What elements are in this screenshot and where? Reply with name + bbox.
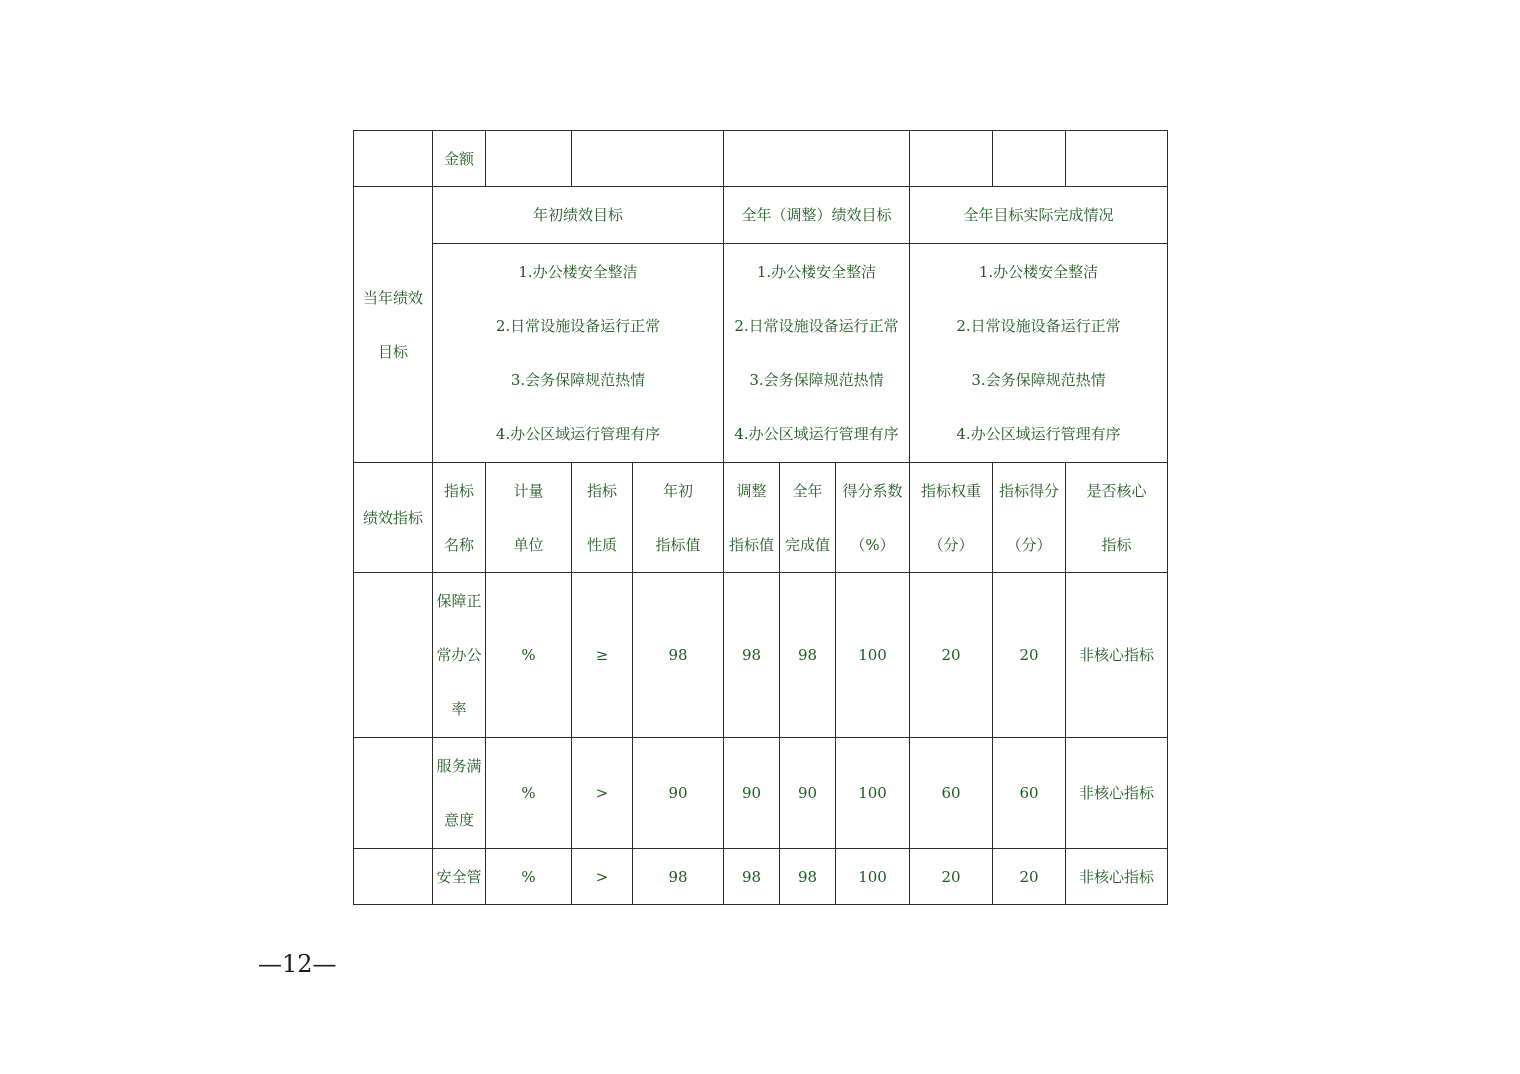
amount-cell: [1066, 131, 1168, 187]
amount-cell: [572, 131, 724, 187]
goals-initial-list: [433, 244, 724, 463]
name-line: 服务满: [436, 757, 482, 775]
header-weight: [910, 463, 993, 573]
header-unit: [486, 463, 572, 573]
name-line: 率: [451, 700, 467, 718]
goal-item: 2.日常设施设备运行正常: [495, 317, 661, 335]
cell-weight: 20: [910, 849, 993, 905]
cell-score: 20: [993, 849, 1066, 905]
header-line: 指标: [443, 481, 474, 500]
cell-name: [433, 738, 486, 849]
header-line: 调整: [736, 481, 767, 500]
cell-score: 20: [993, 573, 1066, 738]
row-label-blank: [354, 849, 433, 905]
header-initial: [633, 463, 724, 573]
cell-completed: 98: [780, 573, 836, 738]
header-line: 是否核心: [1086, 481, 1147, 500]
goals-row-label-line: 当年绩效: [362, 288, 423, 307]
header-line: 年初: [662, 481, 693, 500]
cell-name: [433, 573, 486, 738]
goals-actual-list: [910, 244, 1168, 463]
header-line: 单位: [513, 535, 544, 554]
amount-row-header-blank: [354, 131, 433, 187]
header-score: [993, 463, 1066, 573]
performance-table: [353, 130, 1168, 905]
cell-core: 非核心指标: [1066, 738, 1168, 849]
header-name: [433, 463, 486, 573]
goals-header-initial: 年初绩效目标: [433, 187, 724, 244]
cell-coefficient: 100: [836, 738, 910, 849]
cell-score: 60: [993, 738, 1066, 849]
cell-unit: %: [486, 738, 572, 849]
indicator-header-row: [354, 463, 1168, 573]
goal-item: 4.办公区域运行管理有序: [734, 425, 899, 443]
header-line: 指标: [586, 481, 617, 500]
name-line: 意度: [443, 811, 474, 829]
header-line: 全年: [792, 481, 823, 500]
header-line: 指标值: [655, 535, 701, 554]
header-line: 指标权重: [921, 481, 982, 500]
header-line: 完成值: [784, 535, 830, 554]
cell-initial: 98: [633, 573, 724, 738]
goal-item: 4.办公区域运行管理有序: [956, 425, 1121, 443]
goal-item: 1.办公楼安全整洁: [978, 263, 1099, 281]
table-row: [354, 849, 1168, 905]
header-line: （%）: [850, 535, 895, 554]
cell-nature: >: [572, 849, 633, 905]
header-line: 指标: [1101, 535, 1132, 554]
goal-item: 2.日常设施设备运行正常: [734, 317, 899, 335]
cell-coefficient: 100: [836, 849, 910, 905]
header-line: 得分系数: [842, 481, 903, 500]
cell-completed: 90: [780, 738, 836, 849]
cell-core: 非核心指标: [1066, 573, 1168, 738]
name-line: 常办公: [436, 646, 482, 664]
row-label-blank: [354, 573, 433, 738]
goal-item: 1.办公楼安全整洁: [756, 263, 877, 281]
header-line: 性质: [586, 535, 617, 554]
cell-core: 非核心指标: [1066, 849, 1168, 905]
indicators-row-label: 绩效指标: [354, 463, 433, 573]
cell-initial: 90: [633, 738, 724, 849]
goals-row-label-line: 目标: [377, 342, 408, 361]
page-number: —12—: [258, 950, 337, 978]
table-row: [354, 738, 1168, 849]
cell-adjusted: 98: [724, 573, 780, 738]
goal-item: 3.会务保障规范热情: [749, 371, 884, 389]
goals-header-adjusted: 全年（调整）绩效目标: [724, 187, 910, 244]
header-nature: [572, 463, 633, 573]
goal-item: 2.日常设施设备运行正常: [956, 317, 1121, 335]
header-line: 名称: [443, 535, 474, 554]
cell-adjusted: 98: [724, 849, 780, 905]
header-adjusted: [724, 463, 780, 573]
amount-cell: [486, 131, 572, 187]
goals-header-actual: 全年目标实际完成情况: [910, 187, 1168, 244]
cell-weight: 20: [910, 573, 993, 738]
name-line: 保障正: [436, 592, 482, 610]
header-completed: [780, 463, 836, 573]
cell-name: [433, 849, 486, 905]
cell-unit: %: [486, 849, 572, 905]
row-label-blank: [354, 738, 433, 849]
table-row: [354, 573, 1168, 738]
goals-adjusted-list: [724, 244, 910, 463]
header-line: （分）: [1006, 535, 1052, 554]
cell-initial: 98: [633, 849, 724, 905]
cell-coefficient: 100: [836, 573, 910, 738]
goals-content-row: [354, 244, 1168, 463]
cell-completed: 98: [780, 849, 836, 905]
header-line: 指标得分: [999, 481, 1060, 500]
cell-nature: >: [572, 738, 633, 849]
goal-item: 3.会务保障规范热情: [510, 371, 646, 389]
goal-item: 4.办公区域运行管理有序: [495, 425, 661, 443]
amount-row: [354, 131, 1168, 187]
goals-header-row: [354, 187, 1168, 244]
goal-item: 1.办公楼安全整洁: [518, 263, 638, 281]
header-line: （分）: [928, 535, 974, 554]
cell-weight: 60: [910, 738, 993, 849]
goals-row-label: [354, 187, 433, 463]
name-line: 安全管: [436, 867, 482, 886]
cell-unit: %: [486, 573, 572, 738]
header-core: [1066, 463, 1168, 573]
header-line: 指标值: [728, 535, 774, 554]
cell-adjusted: 90: [724, 738, 780, 849]
cell-nature: ≥: [572, 573, 633, 738]
amount-cell: [724, 131, 910, 187]
amount-cell: [910, 131, 993, 187]
goal-item: 3.会务保障规范热情: [971, 371, 1106, 389]
amount-cell: [993, 131, 1066, 187]
header-line: 计量: [513, 481, 544, 500]
header-coefficient: [836, 463, 910, 573]
amount-label: 金额: [433, 131, 486, 187]
